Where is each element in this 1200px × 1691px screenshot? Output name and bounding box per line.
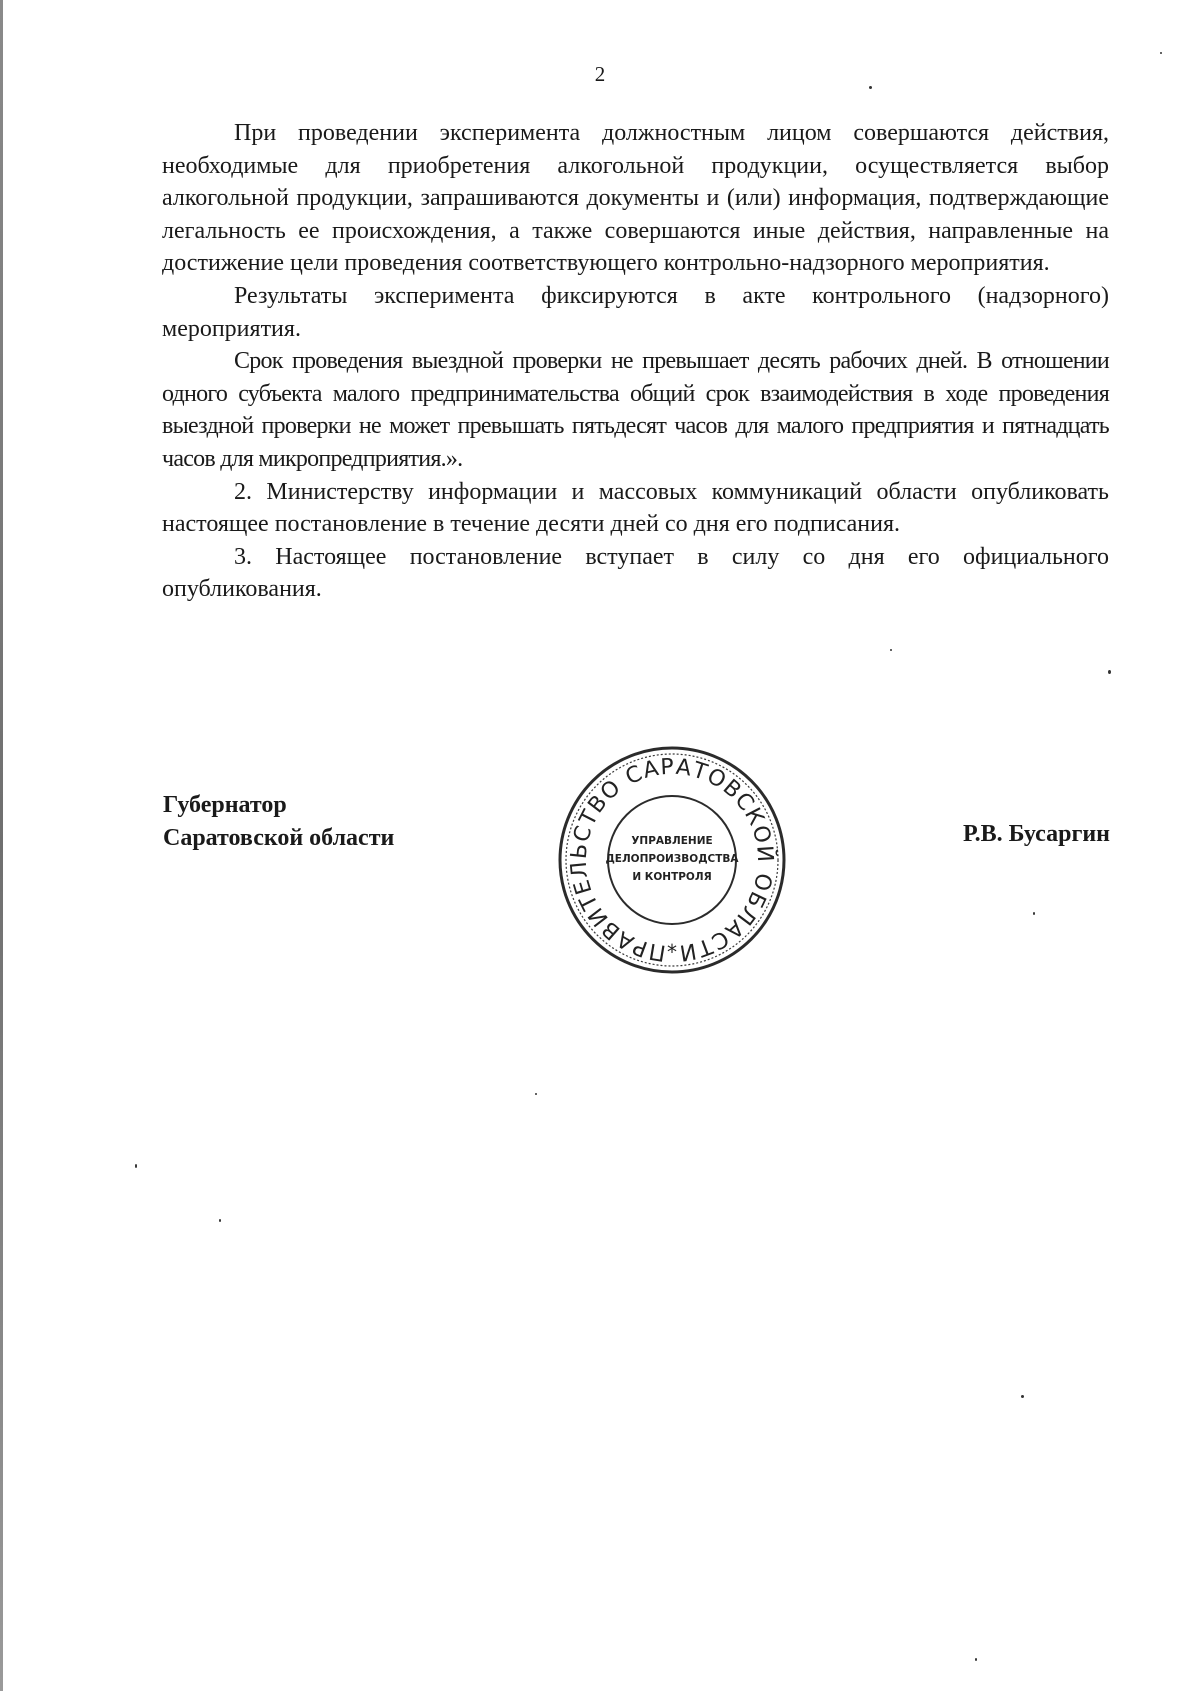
scan-speck [1033, 912, 1035, 915]
seal-center-line3: И КОНТРОЛЯ [632, 871, 712, 883]
paragraph-entry-into-force: 3. Настоящее постановление вступает в силу со дня его официального опубликования. [162, 543, 1109, 603]
seal-ring-text: ПРАВИТЕЛЬСТВО САРАТОВСКОЙ ОБЛАСТИ [566, 754, 778, 966]
document-body [162, 117, 1109, 606]
signatory-position-line2: Саратовской области [163, 825, 395, 851]
signatory-name: Р.В. Бусаргин [962, 821, 1110, 847]
scan-speck [219, 1219, 221, 1222]
official-seal-stamp [557, 745, 787, 975]
scan-speck [869, 86, 872, 89]
signatory-position-line1: Губернатор [163, 792, 287, 818]
paragraph-experiment-actions: При проведении эксперимента должностным лицом совершаются действия, необходимые для приобретения алкогольной продукции, осуществляется выбор алкогольной продукции, запрашиваются документы и (или) информация, подтверждающие легальность ее происхождения, а также совершаются иные действия, направленные на достижение цели проведения соответствующего контрольно-надзорного мероприятия. [162, 120, 1109, 277]
page-number: 2 [594, 62, 606, 86]
paragraph-experiment-results: Результаты эксперимента фиксируются в акте контрольного (надзорного) мероприятия. [162, 282, 1109, 342]
scan-speck [1108, 670, 1111, 674]
scan-edge [0, 0, 3, 1691]
scan-speck [1160, 52, 1162, 54]
paragraph-publication: 2. Министерству информации и массовых коммуникаций области опубликовать настоящее постановление в течение десяти дней со дня его подписания. [162, 478, 1109, 538]
seal-center-line2: ДЕЛОПРОИЗВОДСТВА [605, 853, 739, 865]
scan-speck [890, 649, 892, 651]
paragraph-inspection-term: Срок проведения выездной проверки не превышает десять рабочих дней. В отношении одного субъекта малого предпринимательства общий срок взаимодействия в ходе проведения выездной проверки не может превышать пятьдесят часов для малого предприятия и пятнадцать часов для микропредприятия.». [162, 348, 1109, 472]
signatory-position [163, 789, 394, 855]
scan-speck [135, 1164, 137, 1168]
seal-star-icon: * [667, 940, 677, 964]
scan-speck [535, 1093, 537, 1095]
scan-speck [975, 1658, 977, 1661]
scan-speck [1021, 1395, 1024, 1398]
seal-center-line1: УПРАВЛЕНИЕ [631, 835, 713, 847]
